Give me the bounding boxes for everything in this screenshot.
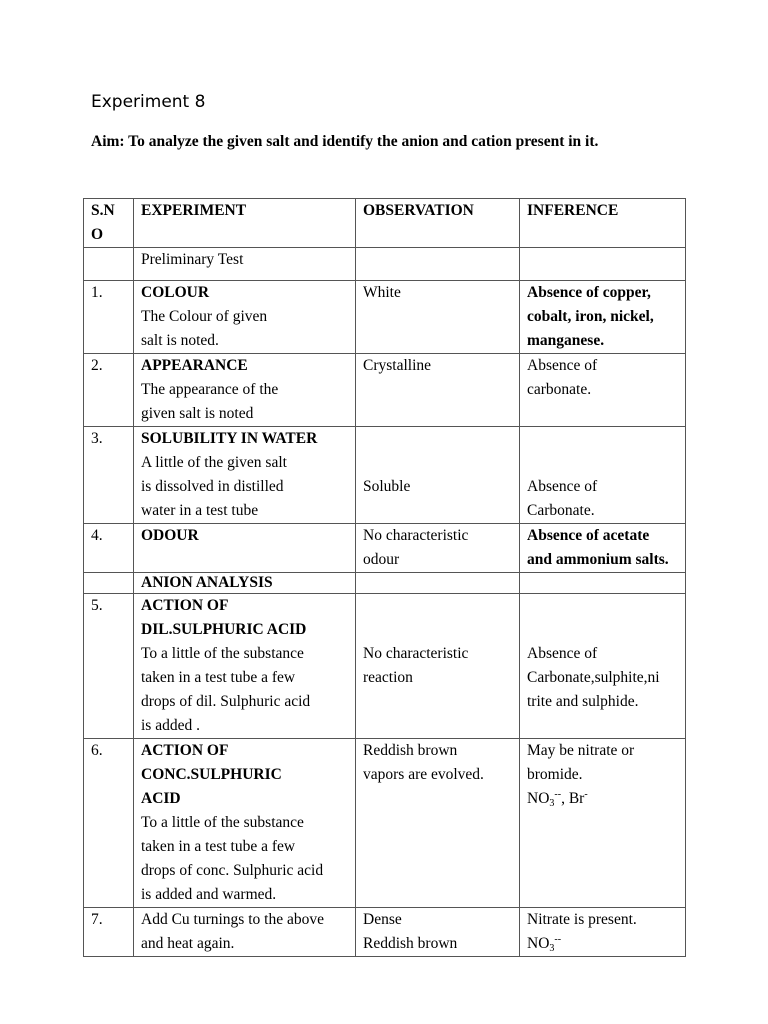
formula-no-sup: -- (554, 934, 562, 945)
inference-cell (520, 427, 686, 524)
inference-cell (520, 908, 686, 957)
experiment-title: COLOUR (141, 284, 210, 301)
observation-text: vapors are evolved. (363, 766, 484, 783)
table-row (84, 281, 686, 354)
experiment-text: taken in a test tube a few (141, 669, 296, 686)
section-cell (134, 248, 356, 281)
inference-text: manganese. (527, 332, 605, 349)
table-row (84, 594, 686, 739)
experiment-text: To a little of the substance (141, 814, 304, 831)
table-row (84, 354, 686, 427)
sno: 3. (91, 430, 103, 447)
experiment-title: ACID (141, 790, 181, 807)
experiment-title: ACTION OF (141, 597, 229, 614)
sno: 1. (91, 284, 103, 301)
aim-statement: Aim: To analyze the given salt and identify the anion and cation present in it. (91, 133, 599, 150)
observation-text: Reddish brown (363, 742, 458, 759)
sno: 5. (91, 597, 103, 614)
experiment-cell (134, 354, 356, 427)
observation-text: Dense (363, 911, 402, 928)
section-row-anion (84, 573, 686, 594)
sno-cell (84, 908, 134, 957)
sno: 6. (91, 742, 103, 759)
inference-cell (520, 594, 686, 739)
sno-cell (84, 739, 134, 908)
inference-text: Absence of acetate (527, 527, 650, 544)
observation-text: Crystalline (363, 357, 432, 374)
observation-cell (356, 524, 520, 573)
experiment-text: salt is noted. (141, 332, 219, 349)
empty-cell (84, 573, 134, 594)
empty-cell (356, 248, 520, 281)
inference-text: carbonate. (527, 381, 592, 398)
chemical-formula (527, 787, 678, 811)
header-inference-label: INFERENCE (527, 202, 619, 219)
experiment-title: ACTION OF (141, 742, 229, 759)
observation-cell (356, 281, 520, 354)
section-row-preliminary (84, 248, 686, 281)
inference-text: trite and sulphide. (527, 693, 639, 710)
formula-no-sub: 3 (549, 943, 555, 954)
table-row (84, 524, 686, 573)
experiment-cell (134, 908, 356, 957)
inference-text: May be nitrate or (527, 742, 635, 759)
inference-text: Carbonate,sulphite,ni (527, 669, 660, 686)
header-inference (520, 199, 686, 248)
inference-cell (520, 281, 686, 354)
experiment-title: SOLUBILITY IN WATER (141, 430, 318, 447)
header-experiment-label: EXPERIMENT (141, 202, 247, 219)
observation-cell (356, 427, 520, 524)
inference-text: Absence of (527, 645, 598, 662)
section-label-anion: ANION ANALYSIS (141, 574, 273, 591)
inference-text: Absence of (527, 357, 598, 374)
observation-text: No characteristic (363, 527, 469, 544)
experiment-cell (134, 739, 356, 908)
header-sno-line: O (91, 226, 104, 243)
experiment-title: CONC.SULPHURIC (141, 766, 282, 783)
formula-br: , Br (561, 790, 585, 807)
observation-text: Reddish brown (363, 935, 458, 952)
header-sno (84, 199, 134, 248)
inference-text: cobalt, iron, nickel, (527, 308, 654, 325)
formula-br-sup: - (584, 789, 588, 800)
observation-text: White (363, 284, 401, 301)
empty-cell (84, 248, 134, 281)
sno-cell (84, 524, 134, 573)
formula-no-sub: 3 (549, 798, 555, 809)
empty-cell (520, 573, 686, 594)
sno: 2. (91, 357, 103, 374)
experiment-text: drops of conc. Sulphuric acid (141, 862, 324, 879)
experiment-cell (134, 594, 356, 739)
empty-cell (520, 248, 686, 281)
experiment-text: is added and warmed. (141, 886, 277, 903)
sno: 7. (91, 911, 103, 928)
inference-cell (520, 524, 686, 573)
formula-no: NO (527, 935, 550, 952)
section-label-preliminary: Preliminary Test (141, 251, 244, 268)
chemical-formula (527, 932, 678, 956)
experiment-text: The Colour of given (141, 308, 268, 325)
formula-no-sup: -- (554, 789, 562, 800)
experiment-text: water in a test tube (141, 502, 259, 519)
header-observation (356, 199, 520, 248)
experiment-title: APPEARANCE (141, 357, 248, 374)
sno-cell (84, 354, 134, 427)
sno-cell (84, 594, 134, 739)
inference-cell (520, 739, 686, 908)
experiment-title: DIL.SULPHURIC ACID (141, 621, 307, 638)
sno-cell (84, 427, 134, 524)
inference-text: bromide. (527, 766, 583, 783)
inference-text: and ammonium salts. (527, 551, 669, 568)
inference-text: Carbonate. (527, 502, 595, 519)
section-cell (134, 573, 356, 594)
inference-cell (520, 354, 686, 427)
experiment-text: given salt is noted (141, 405, 254, 422)
experiment-text: To a little of the substance (141, 645, 304, 662)
formula-no: NO (527, 790, 550, 807)
observation-cell (356, 594, 520, 739)
observation-text: Soluble (363, 478, 411, 495)
observation-text: reaction (363, 669, 413, 686)
experiment-text: A little of the given salt (141, 454, 287, 471)
experiment-text: drops of dil. Sulphuric acid (141, 693, 311, 710)
sno-cell (84, 281, 134, 354)
inference-text: Absence of (527, 478, 598, 495)
experiment-text: and heat again. (141, 935, 235, 952)
inference-text: Nitrate is present. (527, 911, 637, 928)
observation-text: odour (363, 551, 400, 568)
experiment-text: Add Cu turnings to the above (141, 911, 324, 928)
header-experiment (134, 199, 356, 248)
experiment-cell (134, 281, 356, 354)
experiment-table (83, 198, 686, 957)
experiment-text: The appearance of the (141, 381, 279, 398)
document-title: Experiment 8 (91, 92, 206, 112)
experiment-cell (134, 427, 356, 524)
experiment-title: ODOUR (141, 527, 199, 544)
experiment-cell (134, 524, 356, 573)
header-sno-line: S.N (91, 202, 115, 219)
empty-cell (356, 573, 520, 594)
observation-cell (356, 908, 520, 957)
experiment-text: is dissolved in distilled (141, 478, 284, 495)
table-row (84, 908, 686, 957)
observation-text: No characteristic (363, 645, 469, 662)
sno: 4. (91, 527, 103, 544)
experiment-text: is added . (141, 717, 200, 734)
experiment-text: taken in a test tube a few (141, 838, 296, 855)
inference-text: Absence of copper, (527, 284, 651, 301)
table-row (84, 739, 686, 908)
observation-cell (356, 354, 520, 427)
table-row (84, 427, 686, 524)
header-observation-label: OBSERVATION (363, 202, 474, 219)
observation-cell (356, 739, 520, 908)
header-row (84, 199, 686, 248)
